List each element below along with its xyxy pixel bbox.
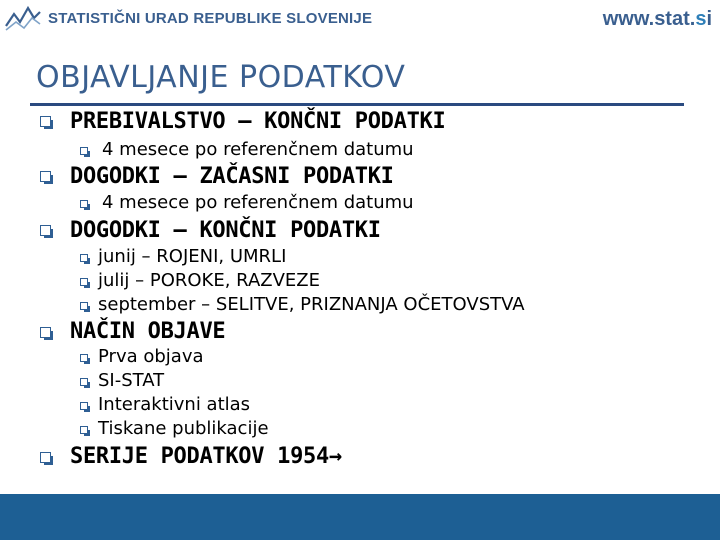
url-s: s — [695, 8, 707, 30]
sub-bullet-icon — [80, 426, 88, 434]
item-dogodki-koncni: DOGODKI – KONČNI PODATKI — [70, 218, 381, 243]
bullet-icon — [40, 116, 51, 127]
sub-bullet-icon — [80, 254, 88, 262]
sub-bullet-icon — [80, 200, 88, 208]
logo-icon — [4, 4, 42, 32]
title-underline — [30, 103, 684, 106]
bullet-icon — [40, 452, 51, 463]
url-prefix: www.stat. — [602, 8, 696, 30]
sub-bullet-icon — [80, 278, 88, 286]
bullet-icon — [40, 171, 51, 182]
url-suffix: i — [706, 8, 712, 30]
item-serije-podatkov — [70, 444, 342, 469]
header — [0, 0, 720, 40]
arrow-right-icon[interactable]: → — [328, 444, 342, 469]
sub-bullet-icon — [80, 402, 88, 410]
bullet-icon — [40, 327, 51, 338]
slide-title: OBJAVLJANJE PODATKOV — [36, 60, 406, 95]
sub-bullet-icon — [80, 302, 88, 310]
item-prebivalstvo: PREBIVALSTVO – KONČNI PODATKI — [70, 109, 446, 134]
organization-name: STATISTIČNI URAD REPUBLIKE SLOVENIJE — [48, 10, 373, 27]
site-url-link[interactable] — [603, 8, 712, 31]
subitem-text: SI-STAT — [98, 370, 165, 391]
sub-bullet-icon — [80, 378, 88, 386]
sub-bullet-icon — [80, 354, 88, 362]
subitem-text: Tiskane publikacije — [98, 418, 269, 439]
sub-bullet-icon — [80, 147, 88, 155]
subitem-text: Interaktivni atlas — [98, 394, 251, 415]
subitem-text: september – SELITVE, PRIZNANJA OČETOVSTVA — [98, 294, 525, 315]
subitem-text: 4 mesece po referenčnem datumu — [102, 139, 414, 160]
item-dogodki-zacasni: DOGODKI – ZAČASNI PODATKI — [70, 164, 394, 189]
subitem-text: julij – POROKE, RAZVEZE — [98, 270, 320, 291]
item-nacin-objave: NAČIN OBJAVE — [70, 319, 226, 344]
subitem-text: junij – ROJENI, UMRLI — [98, 246, 287, 267]
footer-band — [0, 494, 720, 540]
subitem-text: 4 mesece po referenčnem datumu — [102, 192, 414, 213]
subitem-text: Prva objava — [98, 346, 204, 367]
serije-label: SERIJE PODATKOV 1954 — [70, 444, 329, 469]
bullet-icon — [40, 225, 51, 236]
